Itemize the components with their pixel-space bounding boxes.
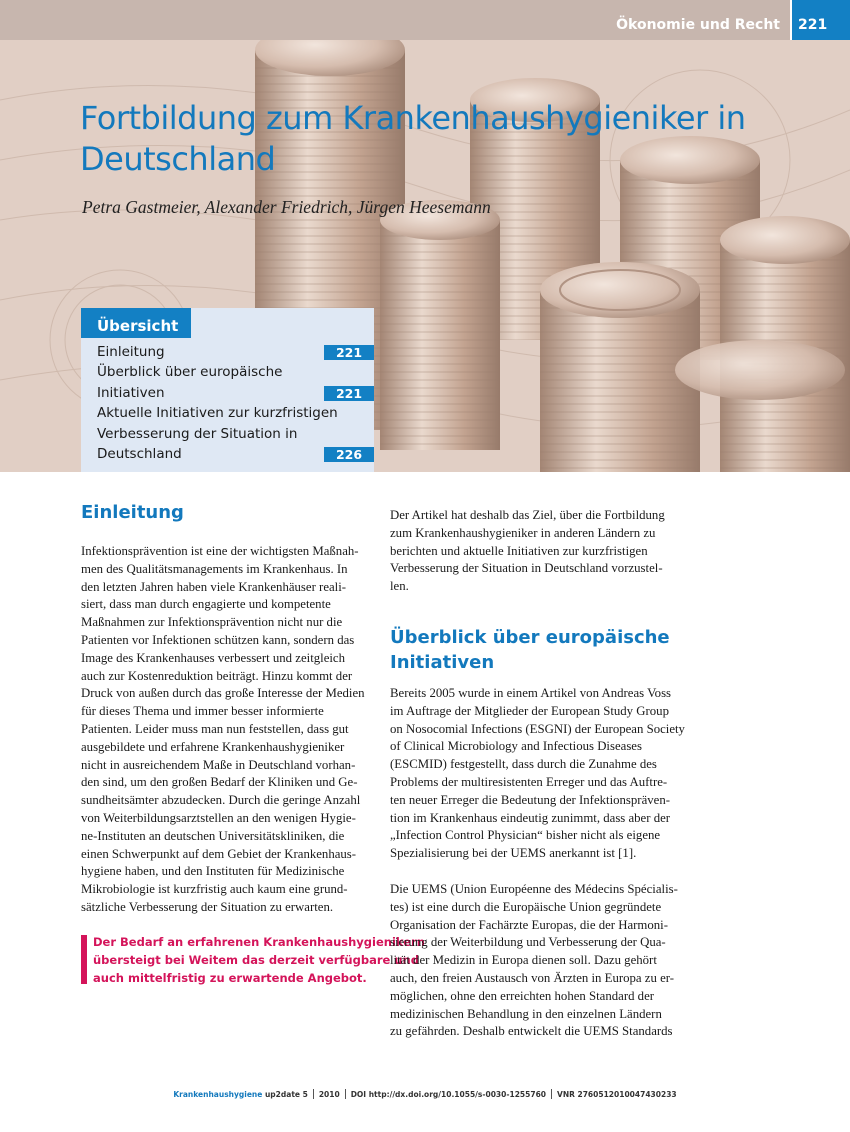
running-header — [0, 0, 850, 40]
toc-item-line[interactable]: Deutschland — [97, 446, 182, 462]
text-line: tion im Krankenhaus eindeutig zunimmt, dass aber der — [390, 810, 671, 825]
text-line: einen Schwerpunkt auf dem Gebiet der Krankenhaus- — [81, 846, 357, 861]
toc-page-number[interactable]: 226 — [324, 447, 374, 462]
text-line: Mikrobiologie ist kurzfristig auch kaum eine grund- — [81, 882, 348, 897]
text-line: sundheitsämter abzudecken. Durch die geringe Anzahl — [81, 793, 361, 808]
text-line: Spezialisierung bei der UEMS anerkannt ist [1]. — [390, 846, 637, 861]
text-line: Patienten vor Infektionen schützen kann, sondern das — [81, 632, 355, 647]
toc-item-line[interactable]: Überblick über europäische — [97, 364, 283, 380]
text-line: für dieses Thema und immer besser informierte — [81, 704, 324, 719]
footer-year: 2010 — [318, 1090, 340, 1099]
text-line: Bereits 2005 wurde in einem Artikel von Andreas Voss — [390, 686, 672, 700]
toc-item-line[interactable]: Aktuelle Initiativen zur kurzfristigen — [97, 405, 338, 421]
toc-item-line[interactable]: Verbesserung der Situation in — [97, 426, 298, 442]
text-line: ten neuer Erreger die Bedeutung der Infektionspräven- — [390, 792, 670, 807]
text-line: Problems der multiresistenten Erreger und das Auftre- — [390, 774, 668, 789]
text-line: den letzten Jahren haben viele Krankenhäuser reali- — [81, 579, 347, 594]
text-line: medizinischen Behandlung in den einzelnen Ländern — [390, 1006, 662, 1021]
text-line: von Weiterbildungsarztstellen an den wenigen Hygie- — [81, 810, 356, 825]
text-line: Maßnahmen zur Infektionsprävention nicht nur die — [81, 615, 343, 630]
page-footer — [0, 1089, 850, 1099]
text-line: len. — [390, 579, 409, 594]
text-line: on Nosocomial Infections (ESGNI) der European Society — [390, 721, 685, 736]
text-line: auch, den freien Austausch von Ärzten in Europa zu er- — [390, 970, 675, 985]
text-line: zum Krankenhaushygieniker in anderen Ländern zu — [390, 525, 656, 540]
text-line: zu gefährden. Deshalb entwickelt die UEMS Standards — [390, 1024, 673, 1039]
toc-item-line[interactable]: Initiativen — [97, 385, 165, 401]
ueberblick-paragraph-2 — [390, 881, 678, 1041]
overview-heading-tab — [81, 308, 191, 338]
callout-quote — [93, 933, 425, 987]
callout-accent-bar — [81, 935, 87, 984]
section-heading-ueberblick — [390, 626, 670, 675]
text-line: men des Qualitätsmanagements im Krankenhaus. In — [81, 561, 348, 576]
callout-line: Der Bedarf an erfahrenen Krankenhaushygienikern — [93, 935, 425, 949]
text-line: auch zur Kostenreduktion beiträgt. Hinzu kommt der — [81, 668, 353, 683]
section-heading-einleitung: Einleitung — [81, 502, 184, 523]
text-line: Druck von außen durch das große Interesse der Medien — [81, 686, 365, 701]
ziel-paragraph — [390, 507, 665, 596]
text-line: siert, dass man durch engagierte und kompetente — [81, 597, 331, 612]
journal-issue: up2date 5 — [262, 1090, 308, 1099]
text-line: sierung der Weiterbildung und Verbesserung der Qua- — [390, 935, 666, 950]
text-line: Der Artikel hat deshalb das Ziel, über die Fortbildung — [390, 508, 665, 522]
text-line: ausgebildete und erfahrene Krankenhaushygieniker — [81, 739, 345, 754]
authors: Petra Gastmeier, Alexander Friedrich, Jürgen Heesemann — [82, 197, 491, 217]
text-line: sätzliche Verbesserung der Situation zu erwarten. — [81, 899, 334, 914]
text-line: hygiene haben, und den Instituten für Medizinische — [81, 864, 345, 879]
text-line: im Auftrage der Mitglieder der European Study Group — [390, 703, 669, 718]
footer-vnr: VNR 2760512010047430233 — [557, 1090, 677, 1099]
page-number-box — [790, 0, 850, 40]
toc-item-line[interactable]: Einleitung — [97, 344, 165, 360]
overview-box — [81, 308, 374, 472]
callout-line: auch mittelfristig zu erwartende Angebot. — [93, 971, 367, 985]
text-line: Infektionsprävention ist eine der wichtigsten Maßnah- — [81, 544, 359, 558]
overview-heading: Übersicht — [97, 317, 179, 335]
heading-line: Überblick über europäische — [390, 627, 670, 648]
ueberblick-paragraph-1 — [390, 685, 685, 863]
text-line: den sind, um den großen Bedarf der Kliniken und Ge- — [81, 775, 358, 790]
footer-divider — [551, 1089, 552, 1099]
toc-page-number[interactable]: 221 — [324, 386, 374, 401]
text-line: ne-Instituten an deutschen Universitätskliniken, die — [81, 828, 345, 843]
callout-line: übersteigt bei Weitem das derzeit verfügbare und — [93, 953, 419, 967]
text-line: möglichen, ohne den erreichten hohen Standard der — [390, 988, 655, 1003]
text-line: tes) ist eine durch die Europäische Union gegründete — [390, 899, 662, 914]
text-line: (ESCMID) festgestellt, dass durch die Zunahme des — [390, 757, 657, 772]
text-line: Verbesserung der Situation in Deutschland vorzustel- — [390, 561, 663, 576]
text-line: of Clinical Microbiology and Infectious Diseases — [390, 739, 642, 754]
footer-divider — [345, 1089, 346, 1099]
text-line: berichten und aktuelle Initiativen zur kurzfristigen — [390, 543, 648, 558]
text-line: lität der Medizin in Europa dienen soll. Dazu gehört — [390, 953, 657, 968]
doi-link[interactable]: DOI http://dx.doi.org/10.1055/s-0030-1255760 — [350, 1090, 547, 1099]
text-line: Organisation der Fachärzte Europas, die der Harmoni- — [390, 917, 668, 932]
toc-page-number[interactable]: 221 — [324, 345, 374, 360]
text-line: nicht in ausreichendem Maße in Deutschland vorhan- — [81, 757, 356, 772]
text-line: „Infection Control Physician“ bisher nicht als eigene — [390, 828, 661, 843]
text-line: Patienten. Leider muss man nun feststellen, dass gut — [81, 721, 349, 736]
article-title: Fortbildung zum Krankenhaushygieniker in Deutschland — [80, 99, 746, 178]
journal-name: Krankenhaushygiene — [173, 1090, 263, 1099]
heading-line: Initiativen — [390, 651, 495, 673]
footer-divider — [313, 1089, 314, 1099]
page-number: 221 — [798, 17, 828, 33]
text-line: Die UEMS (Union Européenne des Médecins Spécialis- — [390, 882, 678, 896]
text-line: Image des Krankenhauses verbessert und zeitgleich — [81, 650, 346, 665]
einleitung-paragraph — [81, 543, 365, 917]
section-label: Ökonomie und Recht — [616, 17, 780, 33]
